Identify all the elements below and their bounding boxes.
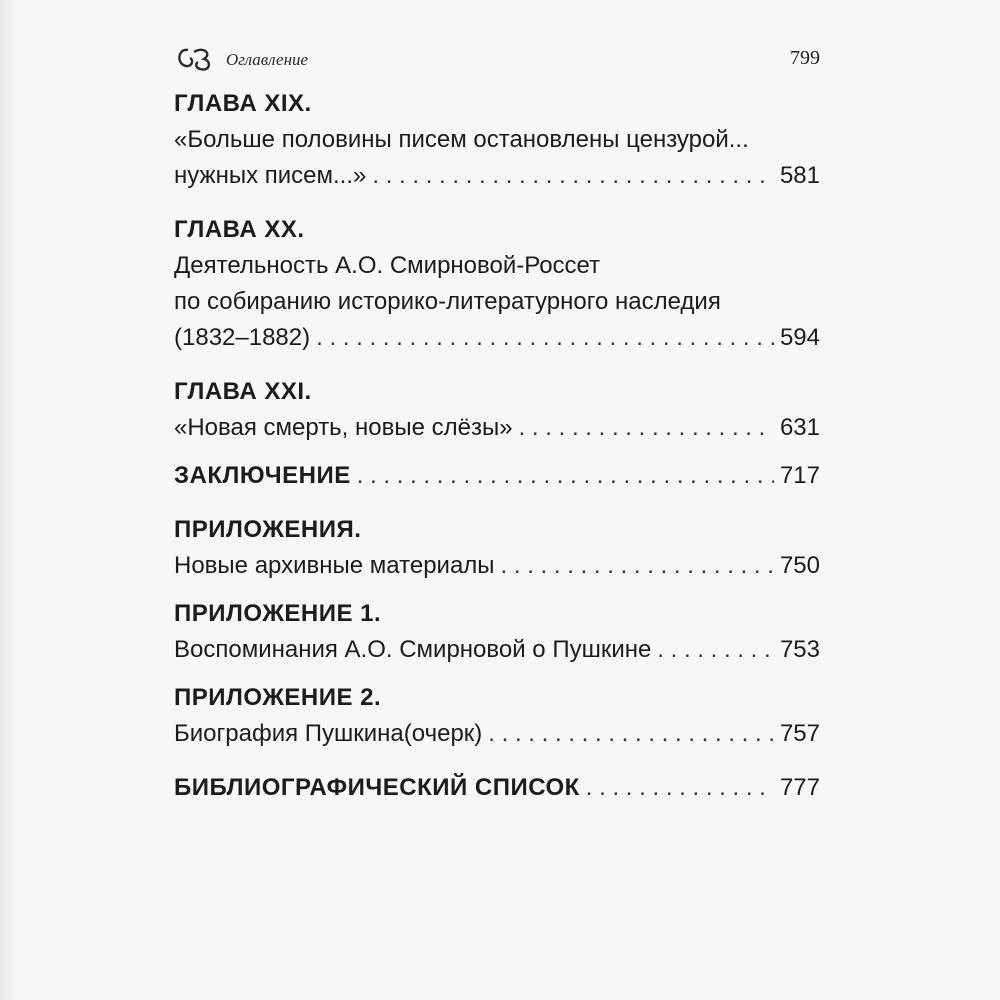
entry-title-row [174, 716, 820, 752]
entry-page-number: 777 [779, 774, 820, 801]
dot-leader [586, 770, 774, 806]
entry-title-line: Биография Пушкина(очерк) [174, 720, 483, 747]
toc-entry-chapter-19[interactable] [174, 86, 820, 194]
section-heading: ПРИЛОЖЕНИЕ 1. [174, 600, 382, 627]
entry-page-number: 581 [779, 162, 820, 189]
dot-leader [316, 320, 774, 356]
running-title: Оглавление [226, 50, 309, 69]
dot-leader [657, 632, 774, 668]
entry-page-number: 594 [779, 324, 820, 351]
entry-title-row [174, 158, 820, 194]
publisher-logo-icon [174, 44, 214, 74]
section-heading: ПРИЛОЖЕНИЯ. [174, 516, 362, 543]
section-heading: ЗАКЛЮЧЕНИЕ [174, 462, 351, 489]
toc-entry-bibliography[interactable] [174, 770, 820, 806]
entry-title-row [174, 548, 820, 584]
entry-page-number: 631 [779, 414, 820, 441]
dot-leader [501, 548, 774, 584]
entry-page-number: 757 [779, 720, 820, 747]
table-of-contents [174, 86, 820, 806]
toc-entry-appendix-1[interactable] [174, 596, 820, 668]
page-header [174, 44, 820, 74]
entry-page-number: 753 [779, 636, 820, 663]
toc-entry-chapter-20[interactable] [174, 212, 820, 356]
entry-title-line: (1832–1882) [174, 324, 311, 351]
entry-title-row [174, 410, 820, 446]
entry-title-line: «Новая смерть, новые слёзы» [174, 414, 513, 441]
entry-page-number: 717 [779, 462, 820, 489]
dot-leader [357, 458, 774, 494]
page-gutter-shadow [0, 0, 18, 1000]
dot-leader [372, 158, 774, 194]
entry-title-line: Воспоминания А.О. Смирновой о Пушкине [174, 636, 652, 663]
entry-title-line: по собиранию историко-литературного наследия [174, 288, 721, 315]
chapter-heading: ГЛАВА XIX. [174, 90, 312, 117]
toc-entry-appendices[interactable] [174, 512, 820, 584]
toc-entry-chapter-21[interactable] [174, 374, 820, 446]
dot-leader [488, 716, 774, 752]
chapter-heading: ГЛАВА XX. [174, 216, 305, 243]
section-heading: БИБЛИОГРАФИЧЕСКИЙ СПИСОК [174, 774, 580, 801]
entry-title-row [174, 458, 820, 494]
dot-leader [519, 410, 774, 446]
entry-title-line: «Больше половины писем остановлены цензурой... [174, 126, 749, 153]
chapter-heading: ГЛАВА XXI. [174, 378, 312, 405]
toc-entry-appendix-2[interactable] [174, 680, 820, 752]
entry-title-line: нужных писем...» [174, 162, 367, 189]
entry-page-number: 750 [779, 552, 820, 579]
toc-entry-conclusion[interactable] [174, 458, 820, 494]
entry-title-row [174, 770, 820, 806]
entry-title-row [174, 320, 820, 356]
entry-title-line: Деятельность А.О. Смирновой-Россет [174, 252, 601, 279]
entry-title-row [174, 632, 820, 668]
page-number: 799 [790, 47, 820, 69]
section-heading: ПРИЛОЖЕНИЕ 2. [174, 684, 382, 711]
entry-title-line: Новые архивные материалы [174, 552, 495, 579]
